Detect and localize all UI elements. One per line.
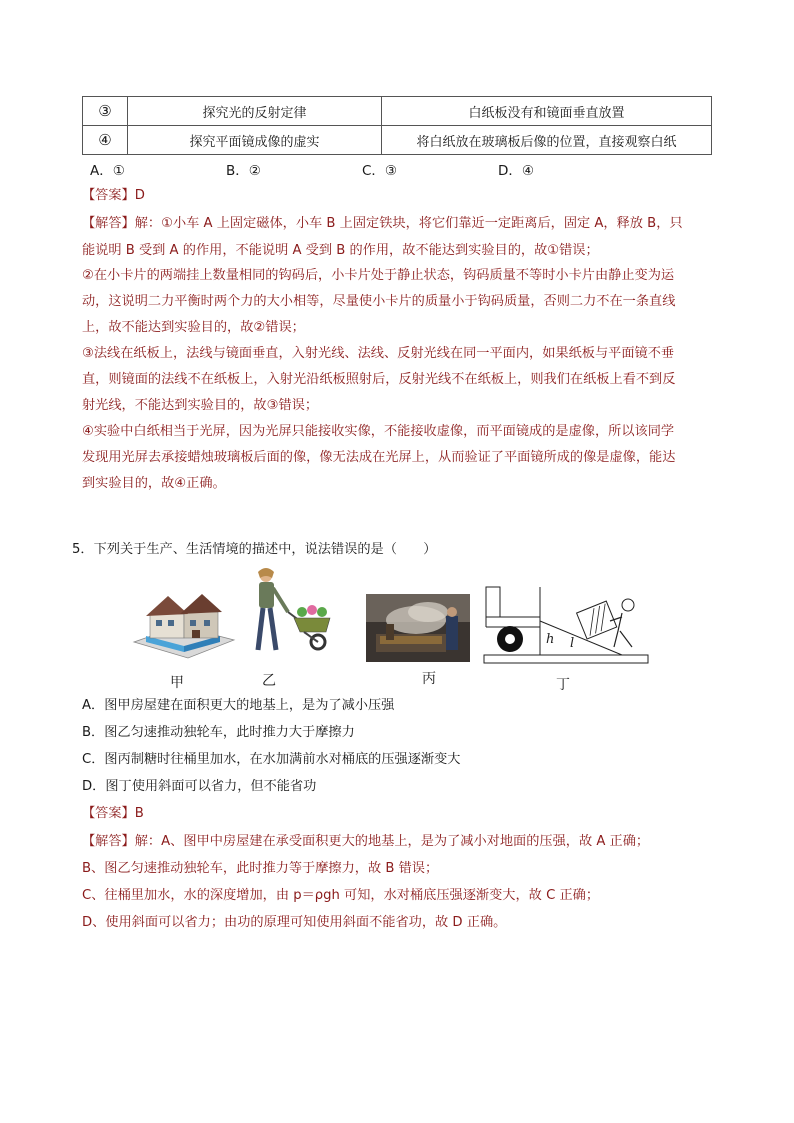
experiment-table [82, 96, 712, 155]
q4-answer [82, 187, 145, 205]
house-image [128, 590, 238, 662]
row-topic: 探究光的反射定律 [128, 97, 382, 126]
figure-label-jia: 甲 [170, 675, 184, 691]
q4-explain-line: 能说明 B 受到 A 的作用，不能说明 A 受到 B 的作用，故不能达到实验目的，故①错误； [82, 243, 599, 258]
figure-label-bing: 丙 [422, 671, 436, 687]
q4-explain-line: 射光线，不能达到实验目的，故③错误； [82, 398, 319, 413]
table-row [83, 97, 712, 126]
figure-label-ding: 丁 [556, 677, 570, 693]
q4-explain-line: ④实验中白纸相当于光屏，因为光屏只能接收实像，不能接收虚像，而平面镜成的是虚像，所以该同学 [82, 424, 675, 439]
option-a: A．① [90, 163, 125, 179]
q5-option-d: D．图丁使用斜面可以省力，但不能省功 [82, 779, 317, 794]
q4-explain-line: 上，故不能达到实验目的，故②错误； [82, 320, 305, 335]
row-detail: 白纸板没有和镜面垂直放置 [382, 97, 712, 126]
height-label: h [546, 632, 555, 647]
answer-value: D [134, 188, 145, 203]
row-number: ③ [83, 97, 128, 126]
answer-label: 【答案】 [82, 188, 135, 203]
q5-answer [82, 805, 144, 823]
q4-explain-line: ②在小卡片的两端挂上数量相同的钩码后，小卡片处于静止状态，钩码质量不等时小卡片由静止变为运 [82, 268, 675, 283]
row-detail: 将白纸放在玻璃板后像的位置，直接观察白纸 [382, 126, 712, 155]
answer-label: 【答案】 [82, 806, 135, 821]
sugar-making-image [366, 594, 470, 662]
q5-option-b: B．图乙匀速推动独轮车，此时推力大于摩擦力 [82, 725, 355, 740]
length-label: l [570, 636, 575, 651]
wheelbarrow-image [244, 566, 338, 658]
q5-explain-line: C、往桶里加水，水的深度增加，由 p＝ρgh 可知，水对桶底压强逐渐变大，故 C 正确； [82, 888, 600, 903]
option-b: B．② [226, 163, 261, 179]
q4-explain-line: 发现用光屏去承接蜡烛玻璃板后面的像，像无法成在光屏上，从而验证了平面镜所成的像是虚像，能达 [82, 450, 676, 465]
row-topic: 探究平面镜成像的虚实 [128, 126, 382, 155]
q5-explain-line: B、图乙匀速推动独轮车，此时推力等于摩擦力，故 B 错误； [82, 861, 439, 876]
answer-value: B [134, 806, 144, 821]
q5-explain-line: D、使用斜面可以省力；由功的原理可知使用斜面不能省功，故 D 正确。 [82, 915, 507, 930]
option-c: C．③ [362, 163, 398, 179]
row-number: ④ [83, 126, 128, 155]
table-row [83, 126, 712, 155]
q5-option-c: C．图丙制糖时往桶里加水，在水加满前水对桶底的压强逐渐变大 [82, 752, 461, 767]
explain-label: 【解答】 [82, 216, 135, 231]
q4-explain-line: ③法线在纸板上，法线与镜面垂直，入射光线、法线、反射光线在同一平面内，如果纸板与平面镜不垂 [82, 346, 675, 361]
q4-explain-line: 直，则镜面的法线不在纸板上，入射光沿纸板照射后，反射光线不在纸板上，则我们在纸板上看不到反 [82, 372, 676, 387]
q4-explain-line: 动，这说明二力平衡时两个力的大小相等，尽量使小卡片的质量小于钩码质量，否则二力不在一条直线 [82, 294, 676, 309]
figure-label-yi: 乙 [262, 673, 276, 689]
q4-explain-line: 【解答】解：①小车 A 上固定磁体，小车 B 上固定铁块，将它们靠近一定距离后，固定 A，释放 B，只 [82, 216, 683, 231]
explain-label: 【解答】 [82, 834, 135, 849]
q4-explain-line: 到实验目的，故④正确。 [82, 476, 226, 491]
q5-option-a: A．图甲房屋建在面积更大的地基上，是为了减小压强 [82, 698, 395, 713]
incline-diagram [482, 583, 650, 665]
option-d: D．④ [498, 163, 534, 179]
q5-explain-line: 【解答】解：A、图甲中房屋建在承受面积更大的地基上，是为了减小对地面的压强，故 A 正确； [82, 834, 650, 849]
q5-stem: 5．下列关于生产、生活情境的描述中，说法错误的是（ ） [72, 542, 437, 557]
